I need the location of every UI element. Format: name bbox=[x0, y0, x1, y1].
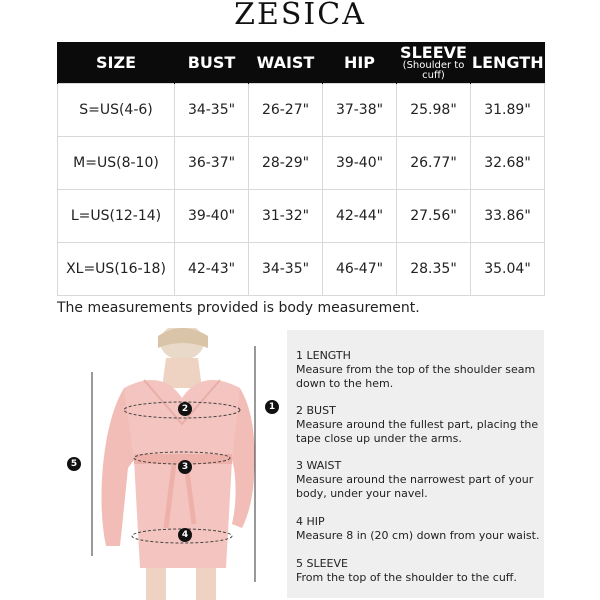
cell-sleeve: 25.98" bbox=[397, 84, 471, 137]
cell-waist: 28-29" bbox=[249, 137, 323, 190]
header-waist: WAIST bbox=[249, 42, 323, 84]
marker-hip: 4 bbox=[178, 528, 192, 542]
table-row bbox=[58, 84, 545, 137]
size-chart-table bbox=[57, 42, 545, 296]
instruction-text: Measure from the top of the shoulder seam down to the hem. bbox=[296, 363, 536, 390]
cell-hip: 39-40" bbox=[323, 137, 397, 190]
instruction-length bbox=[296, 349, 541, 391]
table-row bbox=[58, 137, 545, 190]
cell-length: 33.86" bbox=[471, 190, 545, 243]
cell-bust: 42-43" bbox=[175, 243, 249, 296]
header-length: LENGTH bbox=[471, 42, 545, 84]
instruction-title: 5 SLEEVE bbox=[296, 557, 348, 570]
header-sleeve: SLEEVE (Shoulder to cuff) bbox=[397, 42, 471, 84]
marker-waist: 3 bbox=[178, 460, 192, 474]
instruction-waist bbox=[296, 459, 541, 501]
cell-sleeve: 27.56" bbox=[397, 190, 471, 243]
cell-size: M=US(8-10) bbox=[58, 137, 175, 190]
header-bust: BUST bbox=[175, 42, 249, 84]
brand-logo: ZESICA bbox=[234, 0, 366, 32]
instruction-title: 1 LENGTH bbox=[296, 349, 351, 362]
table-header-row bbox=[58, 42, 545, 84]
cell-hip: 46-47" bbox=[323, 243, 397, 296]
cell-sleeve: 26.77" bbox=[397, 137, 471, 190]
cell-size: L=US(12-14) bbox=[58, 190, 175, 243]
table-row bbox=[58, 243, 545, 296]
header-size: SIZE bbox=[58, 42, 175, 84]
header-hip: HIP bbox=[323, 42, 397, 84]
marker-sleeve: 5 bbox=[67, 457, 81, 471]
marker-bust: 2 bbox=[178, 402, 192, 416]
cell-hip: 42-44" bbox=[323, 190, 397, 243]
marker-length: 1 bbox=[265, 400, 279, 414]
header-sleeve-note: (Shoulder to cuff) bbox=[402, 59, 465, 81]
instruction-title: 4 HIP bbox=[296, 515, 325, 528]
cell-waist: 26-27" bbox=[249, 84, 323, 137]
cell-waist: 34-35" bbox=[249, 243, 323, 296]
instruction-text: Measure 8 in (20 cm) down from your waist. bbox=[296, 529, 540, 542]
cell-bust: 36-37" bbox=[175, 137, 249, 190]
cell-length: 31.89" bbox=[471, 84, 545, 137]
cell-length: 32.68" bbox=[471, 137, 545, 190]
cell-length: 35.04" bbox=[471, 243, 545, 296]
cell-hip: 37-38" bbox=[323, 84, 397, 137]
cell-bust: 34-35" bbox=[175, 84, 249, 137]
measurement-note: The measurements provided is body measurement. bbox=[57, 300, 420, 316]
cell-size: XL=US(16-18) bbox=[58, 243, 175, 296]
instruction-bust bbox=[296, 404, 541, 446]
instruction-text: Measure around the narrowest part of your body, under your navel. bbox=[296, 473, 534, 500]
instruction-text: From the top of the shoulder to the cuff. bbox=[296, 571, 517, 584]
cell-sleeve: 28.35" bbox=[397, 243, 471, 296]
cell-size: S=US(4-6) bbox=[58, 84, 175, 137]
cell-waist: 31-32" bbox=[249, 190, 323, 243]
instruction-title: 3 WAIST bbox=[296, 459, 342, 472]
instruction-title: 2 BUST bbox=[296, 404, 336, 417]
instruction-hip bbox=[296, 515, 541, 543]
instruction-text: Measure around the fullest part, placing the tape close up under the arms. bbox=[296, 418, 539, 445]
table-row bbox=[58, 190, 545, 243]
cell-bust: 39-40" bbox=[175, 190, 249, 243]
dress-model-illustration bbox=[62, 328, 282, 600]
instruction-sleeve bbox=[296, 557, 541, 585]
